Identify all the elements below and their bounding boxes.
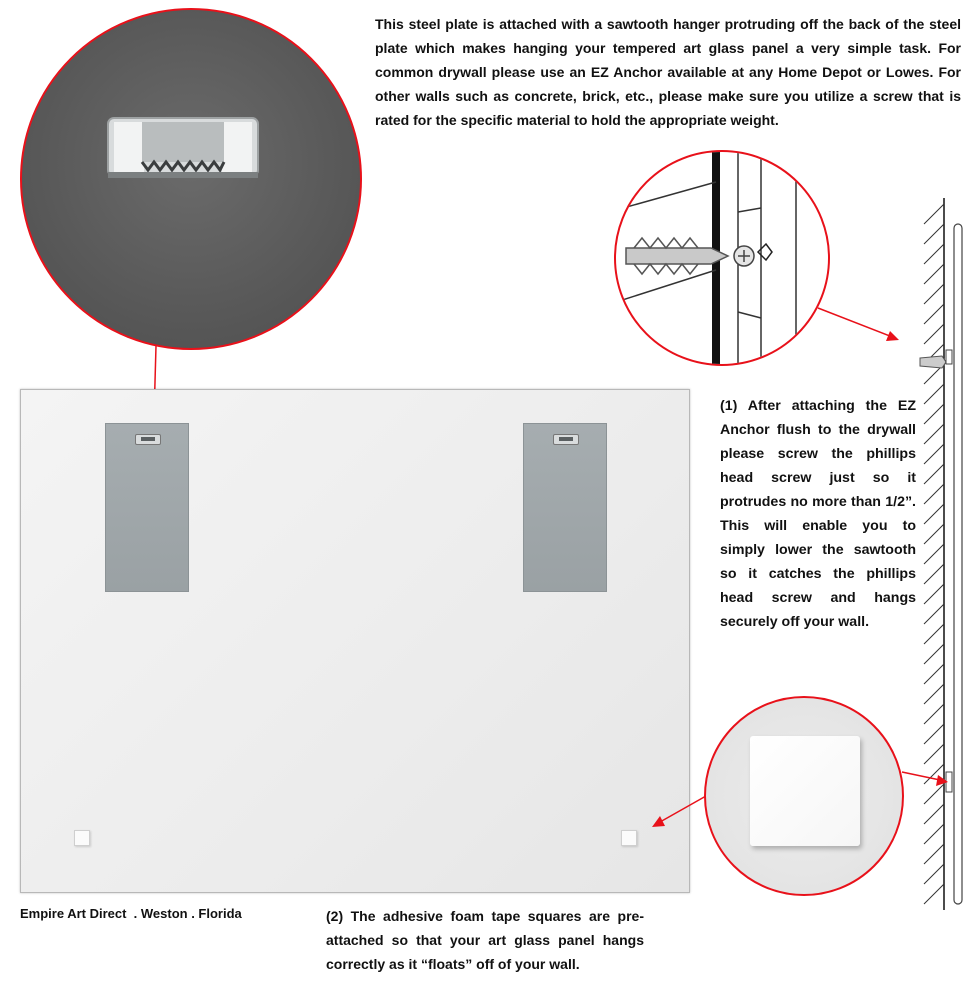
foam-square-right [621, 830, 637, 846]
sawtooth-hanger-icon [22, 10, 360, 348]
ez-anchor-icon [616, 152, 828, 364]
steel-plate-right [523, 423, 607, 592]
foam-tape-square [750, 736, 860, 846]
sawtooth-hanger-right [553, 434, 579, 445]
intro-paragraph: This steel plate is attached with a sawtooth hanger protruding off the back of the steel plate which makes hanging your tempered art glass panel a very simple task. For common drywall please use an EZ Anchor available at any Home Depot or Lowes. For other walls such as concrete, brick, etc., please make sure you utilize a screw that is rated for the specific material to hold the appropriate weight. [375, 16, 961, 128]
anchor-closeup-circle [614, 150, 830, 366]
step1-paragraph: (1) After attaching the EZ Anchor flush to the drywall please screw the phillips head screw just so it protrudes no more than 1/2”. This will enable you to simply lower the sawtooth so it catches the phillips head screw and hangs securely off your wall. [720, 398, 916, 630]
foam-square-left [74, 830, 90, 846]
step2-paragraph: (2) The adhesive foam tape squares are pre-attached so that your art glass panel hangs correctly as it “floats” off of your wall. [326, 908, 644, 972]
foam-closeup-circle [704, 696, 904, 896]
hanger-closeup-circle [20, 8, 362, 350]
glass-panel-back [20, 389, 690, 893]
sawtooth-hanger-left [135, 434, 161, 445]
steel-plate-left [105, 423, 189, 592]
wall-cross-section [918, 198, 978, 918]
company-footer: Empire Art Direct . Weston . Florida [20, 906, 242, 921]
